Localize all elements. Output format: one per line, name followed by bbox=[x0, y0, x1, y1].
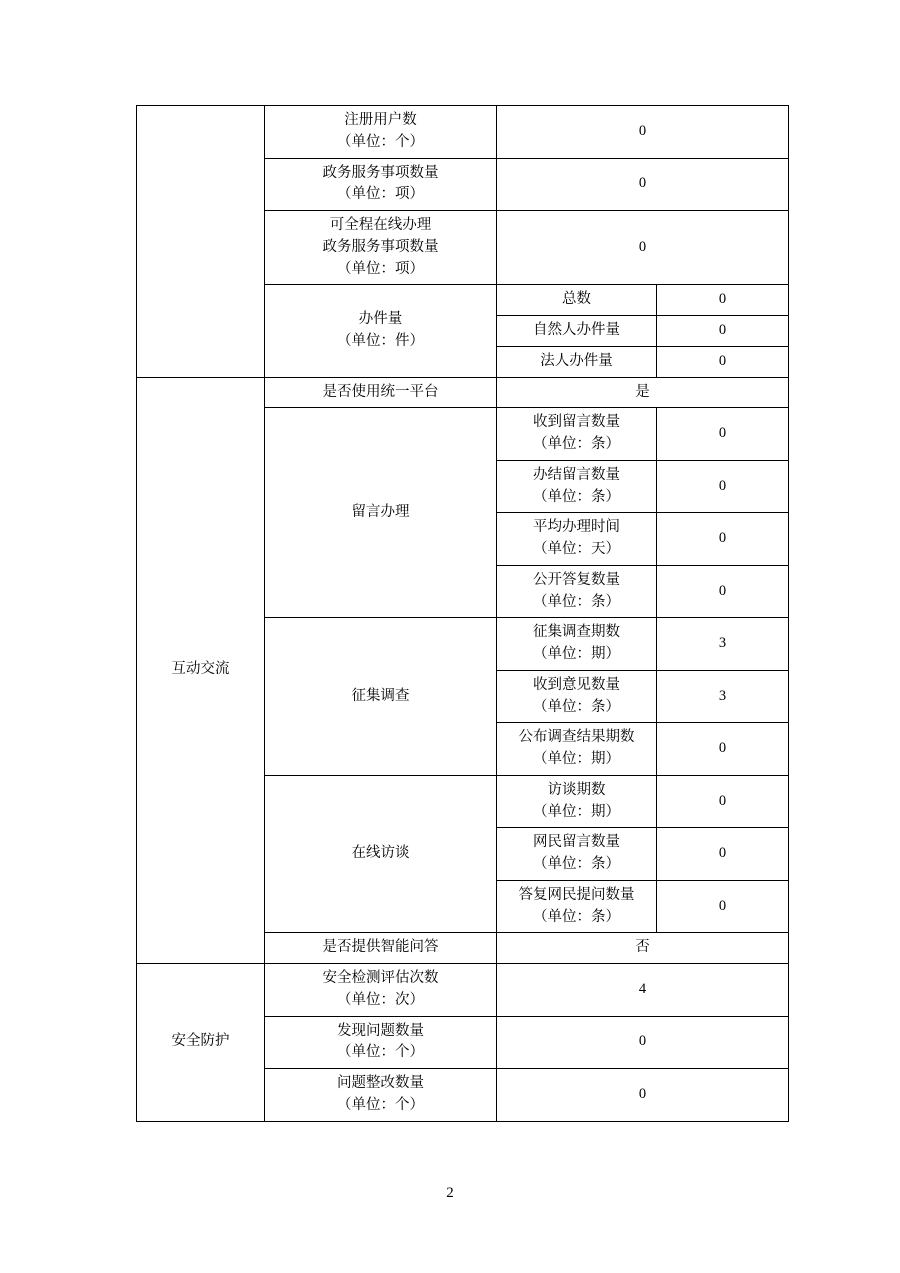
table-row bbox=[137, 377, 789, 408]
row-label-unified-platform: 是否使用统一平台 bbox=[265, 377, 497, 408]
row-label-issues-found bbox=[265, 1016, 497, 1069]
value-public-replies: 0 bbox=[657, 565, 789, 618]
value-unified-platform: 是 bbox=[497, 377, 789, 408]
label-line-2: （单位：项） bbox=[337, 186, 424, 203]
sublabel-case-natural-person: 自然人办件量 bbox=[497, 316, 657, 347]
row-label-registered-users bbox=[265, 106, 497, 159]
label-line-2: （单位：条） bbox=[533, 488, 620, 505]
sublabel-messages-completed bbox=[497, 460, 657, 513]
row-label-case-volume bbox=[265, 285, 497, 377]
statistics-table bbox=[136, 105, 789, 1122]
label-line-2: （单位：条） bbox=[533, 856, 620, 872]
label-line-2: （单位：个） bbox=[337, 1044, 424, 1061]
sublabel-published-survey-results bbox=[497, 723, 657, 776]
statistics-table-container bbox=[136, 105, 788, 1122]
value-average-handling-time: 0 bbox=[657, 513, 789, 566]
table-row bbox=[137, 106, 789, 159]
value-smart-qa: 否 bbox=[497, 933, 789, 964]
value-service-items: 0 bbox=[497, 158, 789, 211]
label-line-2: （单位：件） bbox=[337, 332, 424, 349]
value-interview-periods: 0 bbox=[657, 775, 789, 828]
label-line-1: 访谈期数 bbox=[547, 781, 606, 798]
label-line-1: 公开答复数量 bbox=[533, 571, 620, 588]
sublabel-survey-periods bbox=[497, 618, 657, 671]
label-line-1: 平均办理时间 bbox=[533, 519, 620, 536]
value-messages-completed: 0 bbox=[657, 460, 789, 513]
sublabel-netizen-replies bbox=[497, 880, 657, 933]
row-label-online-service-items bbox=[265, 211, 497, 285]
category-cell-interaction: 互动交流 bbox=[137, 377, 265, 964]
label-line-2: （单位：个） bbox=[337, 1096, 424, 1113]
label-line-2: （单位：期） bbox=[533, 751, 620, 767]
label-line-1: 安全检测评估次数 bbox=[322, 970, 439, 986]
row-label-online-interview: 在线访谈 bbox=[265, 775, 497, 933]
sublabel-messages-received bbox=[497, 408, 657, 461]
value-case-natural-person: 0 bbox=[657, 316, 789, 347]
value-security-assessments: 4 bbox=[497, 964, 789, 1017]
row-label-smart-qa: 是否提供智能问答 bbox=[265, 933, 497, 964]
label-line-1: 办件量 bbox=[358, 311, 403, 328]
label-line-1: 政务服务事项数量 bbox=[322, 164, 439, 181]
row-label-issues-fixed bbox=[265, 1069, 497, 1122]
value-published-survey-results: 0 bbox=[657, 723, 789, 776]
label-line-2: （单位：期） bbox=[533, 646, 620, 662]
label-line-2: （单位：条） bbox=[533, 698, 620, 715]
label-line-1: 公布调查结果期数 bbox=[518, 729, 635, 746]
label-line-1b: 政务服务事项数量 bbox=[322, 238, 439, 255]
label-line-1: 问题整改数量 bbox=[337, 1075, 424, 1091]
category-cell-empty bbox=[137, 106, 265, 378]
row-label-survey-collection: 征集调查 bbox=[265, 618, 497, 776]
sublabel-public-replies bbox=[497, 565, 657, 618]
label-line-2: （单位：条） bbox=[533, 593, 620, 610]
value-issues-found: 0 bbox=[497, 1016, 789, 1069]
label-line-1: 网民留言数量 bbox=[533, 834, 620, 851]
label-line-2: （单位：次） bbox=[337, 991, 424, 1008]
label-line-2: （单位：期） bbox=[533, 803, 620, 820]
sublabel-average-handling-time bbox=[497, 513, 657, 566]
label-line-2: （单位：项） bbox=[337, 260, 424, 277]
table-row bbox=[137, 964, 789, 1017]
page-number: 2 bbox=[446, 1185, 454, 1201]
value-registered-users: 0 bbox=[497, 106, 789, 159]
value-online-service-items: 0 bbox=[497, 211, 789, 285]
sublabel-case-legal-person: 法人办件量 bbox=[497, 346, 657, 377]
label-line-1: 办结留言数量 bbox=[533, 466, 620, 483]
label-line-1: 征集调查期数 bbox=[533, 624, 620, 641]
sublabel-netizen-messages bbox=[497, 828, 657, 881]
value-messages-received: 0 bbox=[657, 408, 789, 461]
label-line-1: 收到意见数量 bbox=[533, 676, 620, 693]
value-netizen-replies: 0 bbox=[657, 880, 789, 933]
label-line-1: 答复网民提问数量 bbox=[518, 886, 635, 903]
value-case-legal-person: 0 bbox=[657, 346, 789, 377]
row-label-message-handling: 留言办理 bbox=[265, 408, 497, 618]
label-line-2: （单位：条） bbox=[533, 908, 620, 925]
category-cell-security: 安全防护 bbox=[137, 964, 265, 1122]
value-issues-fixed: 0 bbox=[497, 1069, 789, 1122]
value-opinions-received: 3 bbox=[657, 670, 789, 723]
value-survey-periods: 3 bbox=[657, 618, 789, 671]
sublabel-opinions-received bbox=[497, 670, 657, 723]
row-label-security-assessments bbox=[265, 964, 497, 1017]
label-line-2: （单位：条） bbox=[533, 436, 620, 452]
label-line-1: 注册用户数 bbox=[344, 112, 417, 128]
sublabel-interview-periods bbox=[497, 775, 657, 828]
label-line-1: 可全程在线办理 bbox=[329, 217, 432, 233]
row-label-service-items bbox=[265, 158, 497, 211]
label-line-2: （单位：天） bbox=[533, 541, 620, 557]
label-line-1: 发现问题数量 bbox=[337, 1022, 424, 1039]
value-netizen-messages: 0 bbox=[657, 828, 789, 881]
sublabel-case-total: 总数 bbox=[497, 285, 657, 316]
value-case-total: 0 bbox=[657, 285, 789, 316]
label-line-1: 收到留言数量 bbox=[533, 414, 620, 431]
label-line-2: （单位：个） bbox=[337, 133, 424, 150]
